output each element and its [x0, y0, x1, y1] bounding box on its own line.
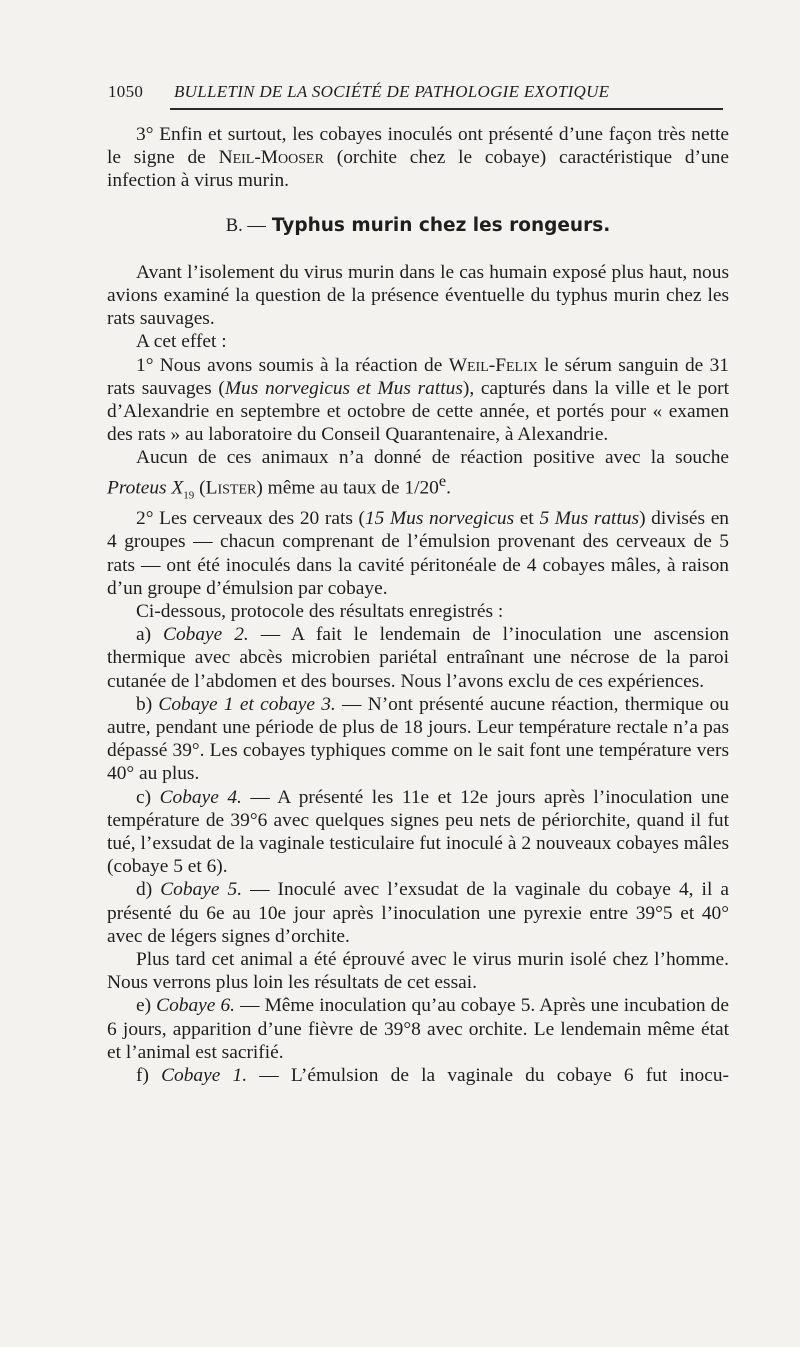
text-run: .	[446, 477, 451, 499]
author-name: Weil-Felix	[448, 354, 538, 376]
item-text: — L’émulsion de la vaginale du cobaye 6 fut inocu-	[247, 1065, 730, 1087]
species-name: 15 Mus norvegicus	[364, 508, 515, 530]
paragraph-brains	[107, 507, 729, 600]
text-run: 1° Nous avons soumis à la réaction de	[136, 354, 449, 376]
item-e	[107, 994, 729, 1064]
strain-subscript: 19	[183, 488, 195, 501]
text-run: et	[514, 508, 540, 530]
section-prefix: B. —	[225, 215, 266, 236]
header-rule	[170, 108, 723, 110]
item-text: — Même inoculation qu’au cobaye 5. Après une incubation de 6 jours, apparition d’une fièvre de 39°8 avec orchite. Le lendemain même état et l’animal est sacrifié.	[107, 995, 729, 1063]
species-name: Mus norvegicus et Mus rattus	[224, 377, 463, 399]
item-text: — A présenté les 11e et 12e jours après l’inoculation une température de 39°6 avec quelques signes peu nets de périorchite, quand il fut tué, l’exsudat de la vaginale testiculaire fut inoculé à 2 nouveaux cobayes mâles (cobaye 5 et 6).	[107, 786, 730, 878]
page-number: 1050	[108, 82, 144, 101]
paragraph-effect: A cet effet :	[136, 331, 227, 353]
text-run: ), capturés dans la ville et le port d’Alexandrie en septembre et octobre de cette année, et portés pour « examen des rats » au laboratoire du Conseil Quarantenaire, à Alexandrie.	[107, 377, 729, 446]
item-b	[107, 693, 729, 786]
paragraph-neil-mooser	[107, 123, 729, 193]
item-text: — Inoculé avec l’exsudat de la vaginale du cobaye 4, il a présenté du 6e au 10e jour après l’inoculation une pyrexie entre 39°5 et 40° avec de légers signes d’orchite.	[107, 879, 729, 947]
text-run: ) divisés en 4 groupes — chacun comprenant de l’émulsion provenant des cerveaux de 5 rats — ont été inoculés dans la cavité péritonéale de 4 cobayes mâles, à raison d’un groupe d’émulsion par cobaye.	[107, 508, 729, 599]
text-run: 2° Les cerveaux des 20 rats (	[136, 508, 365, 530]
item-subject: Cobaye 1 et cobaye 3.	[158, 693, 336, 715]
item-subject: Cobaye 6.	[156, 995, 236, 1017]
item-label: e)	[136, 995, 157, 1017]
item-label: b)	[136, 693, 159, 715]
item-label: a)	[136, 624, 164, 646]
item-d	[107, 878, 729, 948]
strain-name: Proteus X	[107, 477, 184, 499]
superscript: e	[438, 472, 447, 490]
item-c	[107, 786, 729, 879]
text-run: Aucun de ces animaux n’a donné de réaction positive avec la souche	[136, 447, 729, 469]
item-text: — A fait le lendemain de l’inoculation une ascension thermique avec abcès microbien pariétal entraînant une nécrose de la paroi cutanée de l’abdomen et des bourses. Nous l’avons exclu de ces expériences.	[107, 624, 729, 692]
text-run: (orchite chez le cobaye) caractéristique d’une infection à virus murin.	[107, 147, 729, 192]
item-subject: Cobaye 4.	[159, 786, 242, 808]
item-subject: Cobaye 1.	[161, 1065, 248, 1087]
item-subject: Cobaye 2.	[163, 624, 249, 646]
paragraph-proteus	[107, 446, 729, 507]
item-a	[107, 623, 729, 693]
running-title: BULLETIN DE LA SOCIÉTÉ DE PATHOLOGIE EXOTIQUE	[174, 82, 610, 101]
item-label: c)	[136, 786, 160, 808]
item-subject: Cobaye 5.	[160, 879, 243, 901]
paragraph-intro: Avant l’isolement du virus murin dans le cas humain exposé plus haut, nous avions examiné la question de la présence éventuelle du typhus murin chez les rats sauvages.	[107, 261, 729, 330]
text-run: ) même au taux de 1/20	[256, 477, 439, 499]
paragraph-later: Plus tard cet animal a été éprouvé avec le virus murin isolé chez l’homme. Nous verrons plus loin les résultats de cet essai.	[107, 949, 729, 994]
text-run: 3° Enfin et surtout, les cobayes inoculés ont présenté d’une façon très nette le signe de	[107, 124, 729, 169]
item-label: f)	[136, 1065, 162, 1087]
author-name: Lister	[205, 477, 257, 499]
text-run: le sérum sanguin de 31 rats sauvages (	[107, 354, 729, 399]
item-text: — N’ont présenté aucune réaction, thermique ou autre, pendant une période de plus de 18 jours. Leur température rectale n’a pas dépassé 39°. Les cobayes typhiques comme on le sait font une température vers 40° au plus.	[107, 693, 729, 785]
text-run: (	[194, 477, 206, 499]
paragraph-weil-felix	[107, 354, 729, 447]
section-heading	[107, 214, 729, 238]
item-label: d)	[136, 879, 161, 901]
species-name: 5 Mus rattus	[539, 508, 640, 530]
paragraph-protocol: Ci-dessous, protocole des résultats enregistrés :	[136, 601, 504, 622]
item-f	[107, 1064, 729, 1087]
section-title: Typhus murin chez les rongeurs.	[271, 214, 611, 236]
author-name: Neil-Mooser	[218, 147, 324, 169]
body-text	[107, 123, 729, 1087]
